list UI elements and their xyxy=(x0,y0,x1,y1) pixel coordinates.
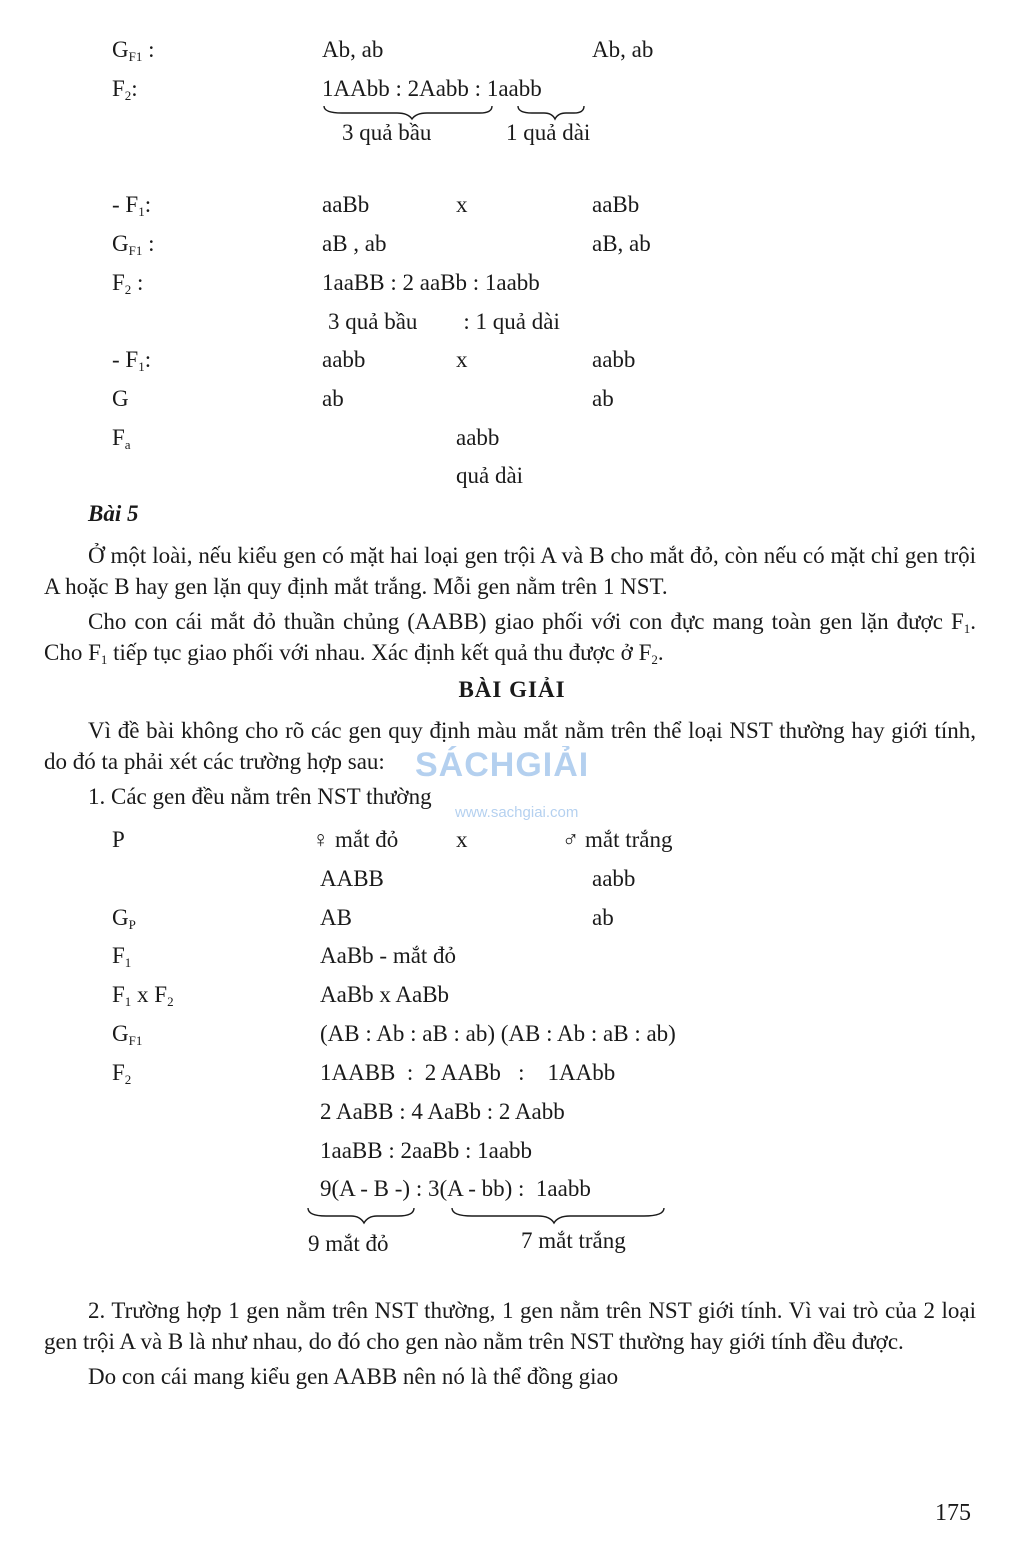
row-label: $F_2$ : xyxy=(112,270,144,297)
f1-result: AaBb - mắt đỏ xyxy=(320,943,457,968)
phenotype-ratio: 3 quả bầu : 1 quả dài xyxy=(328,309,560,334)
parent-left: aabb xyxy=(322,347,366,372)
case-2-text xyxy=(44,1295,976,1392)
row-label: $G_{F1}$ : xyxy=(112,231,155,258)
parent-genotype-right: aabb xyxy=(592,866,636,891)
f2-ratio: 1AAbb : 2Aabb : 1aabb xyxy=(322,76,542,101)
row-label: G xyxy=(112,386,129,411)
row-label: $G_{F1}$ : xyxy=(112,37,155,64)
cross-x: x xyxy=(456,827,468,852)
gamete-right: ab xyxy=(592,905,614,930)
gamete-right: ab xyxy=(592,386,614,411)
note-dai: 1 quả dài xyxy=(506,120,591,145)
row-label: $F_1$ xyxy=(112,943,132,970)
gamete-right: Ab, ab xyxy=(592,37,654,62)
f2-line-2: 2 AaBB : 4 AaBb : 2 Aabb xyxy=(320,1099,565,1124)
row-label: $G_P$ xyxy=(112,905,136,932)
f2-phenotype-ratio: 9(A - B -) : 3(A - bb) : 1aabb xyxy=(320,1176,591,1201)
brace-top-left xyxy=(322,104,582,120)
exercise-heading: Bài 5 xyxy=(88,501,139,526)
exercise-text xyxy=(44,540,976,668)
offspring-phenotype: quả dài xyxy=(456,463,524,488)
parent-genotype-left: AABB xyxy=(320,866,384,891)
row-label: - $F_1$: xyxy=(112,347,152,374)
note-white-eyes: 7 mắt trắng xyxy=(521,1228,626,1253)
f1-gametes: (AB : Ab : aB : ab) (AB : Ab : aB : ab) xyxy=(320,1021,676,1046)
watermark-brand: SÁCHGIẢI xyxy=(415,746,590,784)
f2-line-1: 1AABB : 2 AABb : 1AAbb xyxy=(320,1060,616,1085)
brace-bottom xyxy=(306,1206,668,1224)
case-2-paragraph: 2. Trường hợp 1 gen nằm trên NST thường, 1 gen nằm trên NST giới tính. Vì vai trò của 2 loại gen trội A và B là như nhau, do đó cho gen nào nằm trên NST thường hay giới tính đều được. xyxy=(44,1298,976,1354)
male-parent: ♂ mắt trắng xyxy=(562,827,673,852)
gamete-left: aB , ab xyxy=(322,231,387,256)
intro-paragraph: Vì đề bài không cho rõ các gen quy định màu mắt nằm trên thể loại NST thường hay giới tính, do đó ta phải xét các trường hợp sau: xyxy=(44,718,976,774)
exercise-paragraph-2: Cho con cái mắt đỏ thuần chủng (AABB) giao phối với con đực mang toàn gen lặn được $F_1$. Cho $F_1$ tiếp tục giao phối với nhau. Xác định kết quả thu được ở $F_2$. xyxy=(44,609,976,667)
row-label: P xyxy=(112,827,125,852)
exercise-paragraph-1: Ở một loài, nếu kiểu gen có mặt hai loại gen trội A và B cho mắt đỏ, còn nếu có mặt chỉ gen trội A hoặc B hay gen lặn quy định mắt trắng. Mỗi gen nằm trên 1 NST. xyxy=(44,543,976,599)
row-label: $F_2$ xyxy=(112,1060,132,1087)
cross-x: x xyxy=(456,347,468,372)
female-parent: ♀ mắt đỏ xyxy=(312,827,399,852)
page-number: 175 xyxy=(935,1500,971,1526)
male-icon: ♂ xyxy=(562,827,580,852)
watermark-logo xyxy=(415,736,615,826)
cross-x: x xyxy=(456,192,468,217)
case-1-heading: 1. Các gen đều nằm trên NST thường xyxy=(88,784,432,809)
offspring-genotype: aabb xyxy=(456,425,500,450)
row-label: $G_{F1}$ xyxy=(112,1021,143,1048)
gamete-right: aB, ab xyxy=(592,231,651,256)
last-paragraph: Do con cái mang kiểu gen AABB nên nó là thể đồng giao xyxy=(88,1364,619,1389)
note-red-eyes: 9 mắt đỏ xyxy=(308,1231,389,1256)
gamete-left: Ab, ab xyxy=(322,37,384,62)
parent-left: aaBb xyxy=(322,192,370,217)
solution-title: BÀI GIẢI xyxy=(458,677,566,702)
f2-line-3: 1aaBB : 2aaBb : 1aabb xyxy=(320,1138,533,1163)
parent-right: aabb xyxy=(592,347,636,372)
row-label: $F_2$: xyxy=(112,76,138,103)
note-bau: 3 quả bầu xyxy=(342,120,432,145)
row-label: - $F_1$: xyxy=(112,192,152,219)
f1-cross: AaBb x AaBb xyxy=(320,982,450,1007)
gamete-left: ab xyxy=(322,386,344,411)
parent-right: aaBb xyxy=(592,192,640,217)
f2-ratio: 1aaBB : 2 aaBb : 1aabb xyxy=(322,270,540,295)
watermark-url: www.sachgiai.com xyxy=(455,804,579,821)
gamete-left: AB xyxy=(320,905,352,930)
row-label: $F_a$ xyxy=(112,425,131,452)
female-icon: ♀ xyxy=(312,827,330,852)
row-label: $F_1$ x $F_2$ xyxy=(112,982,174,1009)
